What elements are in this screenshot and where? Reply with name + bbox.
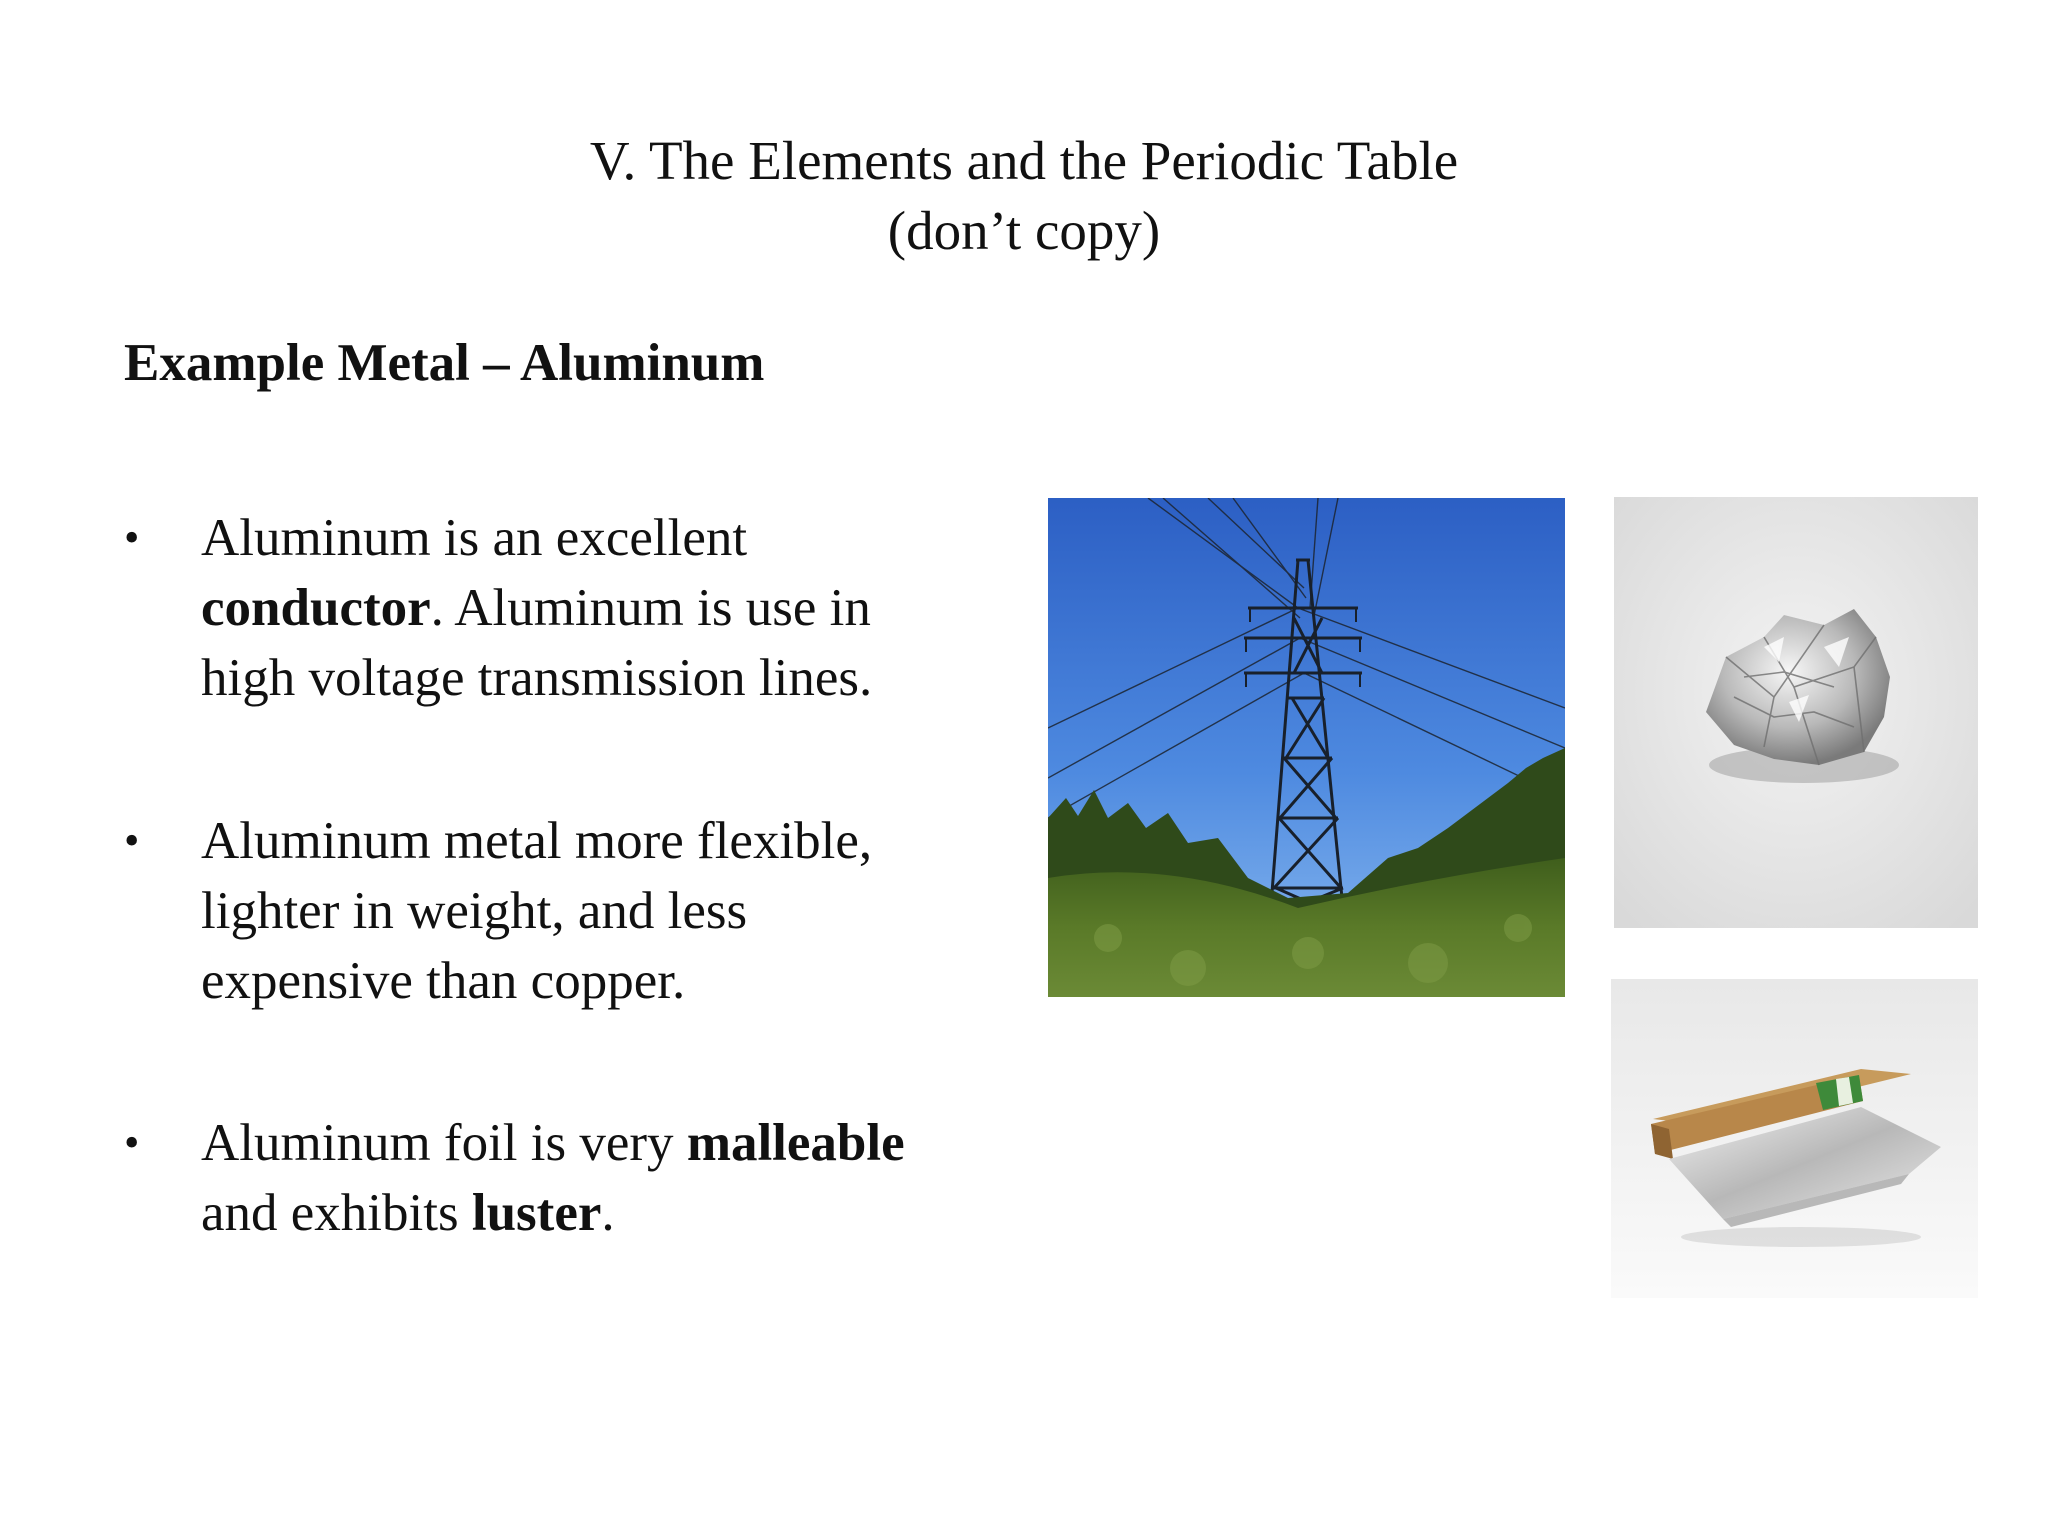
bullet-line: Aluminum metal more flexible, xyxy=(201,812,873,870)
power-transmission-tower-photo xyxy=(1048,498,1565,997)
bullet-text xyxy=(201,1108,1101,1248)
bullet-line-pre: and exhibits xyxy=(201,1184,472,1242)
bullet-dot: • xyxy=(124,1118,140,1167)
bullet-text xyxy=(201,503,1101,713)
bullet-text xyxy=(201,806,1101,1016)
bullet-line-post: . xyxy=(601,1184,615,1242)
bullet-line xyxy=(201,1178,1101,1248)
foil-roll-illustration xyxy=(1611,979,1978,1298)
bullet-line: expensive than copper. xyxy=(201,952,686,1010)
bullet-line-pre: Aluminum foil is very xyxy=(201,1114,687,1172)
bullet-line-rest: . Aluminum is use in xyxy=(430,579,871,637)
bullet-line xyxy=(201,1108,1101,1178)
bold-term-conductor: conductor xyxy=(201,579,431,637)
bullet-line: lighter in weight, and less xyxy=(201,882,748,940)
section-subheading: Example Metal – Aluminum xyxy=(124,334,765,392)
bold-term-malleable: malleable xyxy=(686,1114,905,1172)
bullet-line: Aluminum is an excellent xyxy=(201,509,748,567)
bullet-line xyxy=(201,573,1101,643)
slide-title-line-1: V. The Elements and the Periodic Table xyxy=(589,130,1459,191)
bold-term-luster: luster xyxy=(471,1184,602,1242)
foil-roll-photo xyxy=(1611,979,1978,1298)
foil-ball-illustration xyxy=(1614,497,1978,928)
bullet-line: high voltage transmission lines. xyxy=(201,649,873,707)
crumpled-foil-ball-photo xyxy=(1614,497,1978,928)
bullet-dot: • xyxy=(124,816,140,865)
slide-title-line-2: (don’t copy) xyxy=(887,200,1161,261)
tower-illustration xyxy=(1048,498,1565,997)
bullet-dot: • xyxy=(124,513,140,562)
slide-title xyxy=(0,126,2048,266)
